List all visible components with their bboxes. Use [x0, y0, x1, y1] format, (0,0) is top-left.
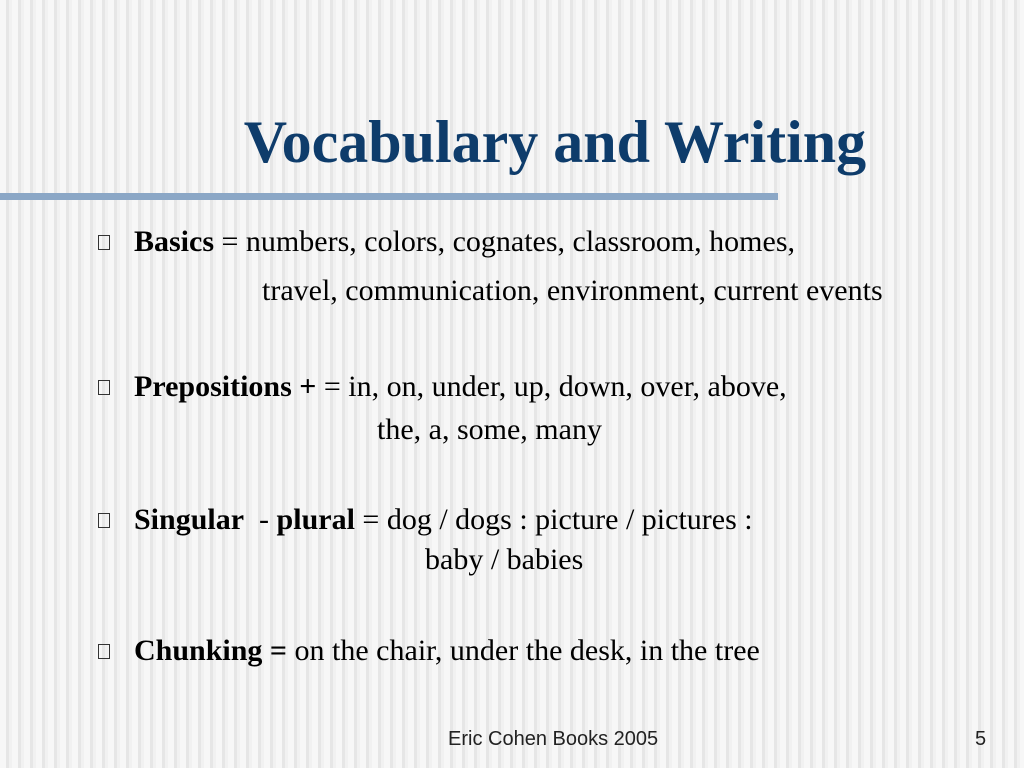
bullet-term: Singular	[134, 503, 245, 536]
bullet-icon	[94, 510, 114, 530]
bullet-icon	[94, 377, 114, 397]
bullet-icon	[94, 641, 114, 661]
bullet-term: Chunking =	[134, 634, 288, 667]
bullet-separator: -	[244, 503, 277, 536]
bullet-icon	[94, 232, 114, 252]
footer-text: Eric Cohen Books 2005	[448, 728, 659, 750]
page-number: 5	[975, 728, 987, 750]
bullet-basics	[134, 224, 795, 260]
bullet-prepositions	[134, 369, 787, 405]
bullet-term: plural	[276, 503, 355, 536]
bullet-term: Prepositions +	[134, 370, 317, 403]
bullet-continuation: baby / babies	[425, 543, 584, 576]
bullet-continuation: travel, communication, environment, current events	[262, 274, 883, 307]
bullet-text: = dog / dogs : picture / pictures :	[354, 503, 753, 536]
bullet-term: Basics	[134, 225, 215, 258]
bullet-continuation: the, a, some, many	[377, 413, 602, 446]
slide-title: Vocabulary and Writing	[243, 109, 867, 175]
bullet-text: on the chair, under the desk, in the tree	[287, 634, 760, 667]
bullet-text: = in, on, under, up, down, over, above,	[316, 370, 787, 403]
bullet-chunking	[134, 633, 760, 669]
title-underline	[0, 193, 778, 200]
bullet-text: = numbers, colors, cognates, classroom, homes,	[214, 225, 795, 258]
bullet-singular-plural	[134, 502, 753, 538]
